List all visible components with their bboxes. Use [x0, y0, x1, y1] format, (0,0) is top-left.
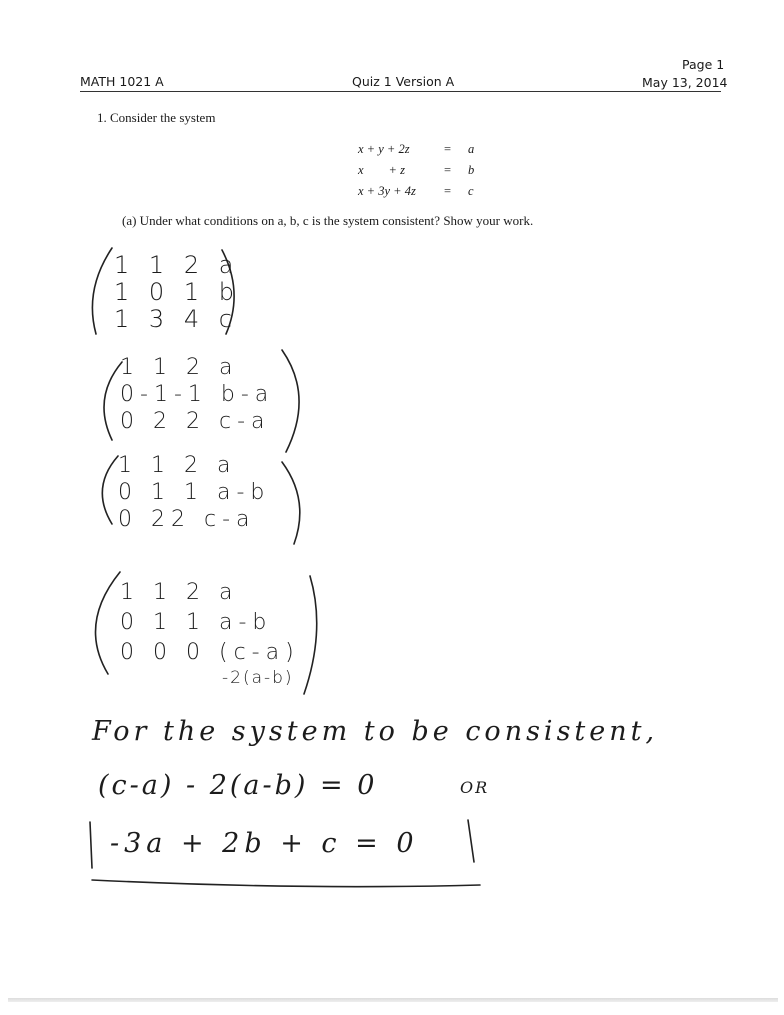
quiz-title: Quiz 1 Version A	[352, 74, 455, 89]
equation-system	[350, 142, 490, 202]
matrix2-right-paren	[282, 350, 299, 452]
matrix-3	[118, 452, 270, 533]
equation-row	[358, 163, 405, 178]
equation-row	[358, 184, 416, 199]
matrix-row: 0 22 c-a	[118, 507, 256, 532]
matrix-row: 0 1 1 a-b	[120, 610, 273, 635]
matrix4-right-paren	[304, 576, 317, 694]
equation-rhs: c	[468, 184, 474, 198]
equation-equals: =	[444, 142, 452, 156]
matrix-1	[114, 252, 240, 333]
answer-box-right	[468, 820, 474, 862]
final-answer: -3a + 2b + c = 0	[110, 828, 419, 859]
answer-box-left	[90, 822, 92, 868]
matrix-row: 0 1 1 a-b	[118, 480, 271, 505]
scan-edge-artifact	[8, 998, 778, 1002]
equation-lhs: x + 3y + 4z	[358, 184, 416, 198]
matrix4-left-paren	[96, 572, 121, 674]
matrix3-right-paren	[282, 462, 300, 544]
matrix-row: 0-1-1 b-a	[120, 382, 275, 407]
equation-lhs: x + y + 2z	[358, 142, 410, 156]
matrix-4	[120, 578, 300, 668]
matrix-2	[120, 354, 274, 435]
matrix-row: 1 1 2 a	[120, 355, 239, 380]
page-number: Page 1	[682, 57, 725, 72]
header-rule	[80, 91, 721, 92]
equation-lhs: x + z	[358, 163, 405, 177]
matrix-row: 1 1 2 a	[118, 453, 237, 478]
equation-equals: =	[444, 163, 452, 177]
matrix-row: 1 1 2 a	[114, 251, 240, 279]
matrix3-left-paren	[102, 456, 118, 524]
part-a-prompt: (a) Under what conditions on a, b, c is the system consistent? Show your work.	[122, 213, 534, 228]
equation-row	[358, 142, 410, 157]
matrix-row: 0 0 0 (c-a)	[120, 640, 300, 665]
matrix-row: 1 3 4 c	[114, 305, 238, 333]
course-name: MATH 1021 A	[80, 74, 164, 89]
quiz-date: May 13, 2014	[642, 75, 728, 90]
equation-rhs: a	[468, 142, 475, 156]
matrix-row: 0 2 2 c-a	[120, 409, 271, 434]
condition-equation: (c-a) - 2(a-b) = 0	[98, 770, 378, 801]
equation-rhs: b	[468, 163, 475, 177]
matrix1-left-paren	[92, 248, 112, 334]
or-label: OR	[460, 778, 490, 797]
answer-box-underline	[92, 880, 480, 887]
equation-equals: =	[444, 184, 452, 198]
question-stem: 1. Consider the system	[97, 110, 216, 125]
matrix-row: 1 0 1 b	[114, 278, 240, 306]
consistent-statement: For the system to be consistent,	[92, 716, 659, 747]
matrix-row: 1 1 2 a	[120, 580, 239, 605]
matrix-4-extra-entry: -2(a-b)	[222, 668, 294, 688]
